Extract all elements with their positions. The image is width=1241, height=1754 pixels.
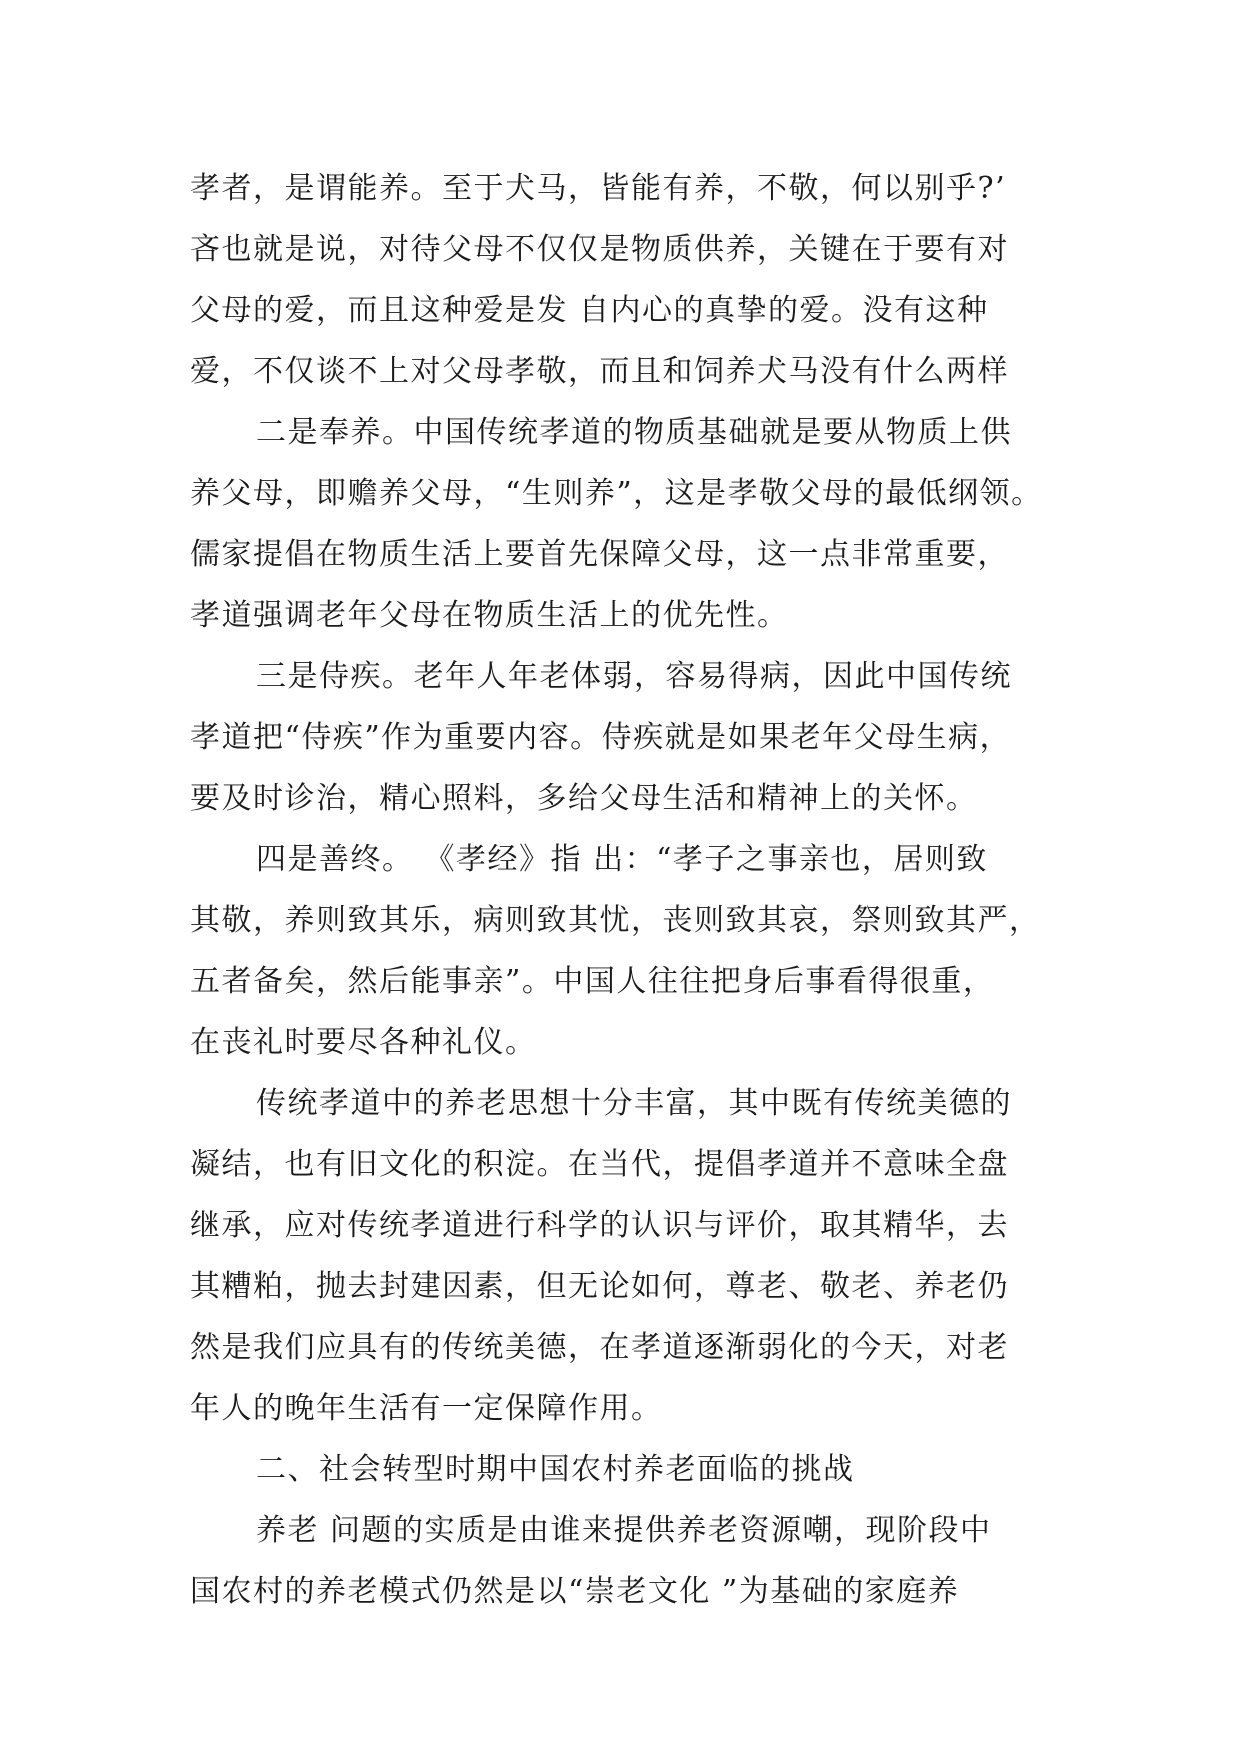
text-line: 凝结，也有旧文化的积淀。在当代，提倡孝道并不意味全盘 — [190, 1147, 1009, 1182]
text-line: 国农村的养老模式仍然是以“崇老文化 ”为基础的家庭养 — [190, 1574, 960, 1609]
text-line: 爱，不仅谈不上对父母孝敬，而且和饲养犬马没有什么两样 — [190, 354, 1009, 389]
text-line: 其糟粕，抛去封建因素，但无论如何，尊老、敬老、养老仍 — [190, 1269, 1009, 1304]
text-line: 要及时诊治，精心照料，多给父母生活和精神上的关怀。 — [190, 781, 978, 816]
text-line: 三是侍疾。老年人年老体弱，容易得病，因此中国传统 — [256, 659, 1012, 694]
text-line: 养父母，即赡养父母，“生则养”，这是孝敬父母的最低纲领。 — [190, 476, 1043, 511]
text-line: 传统孝道中的养老思想十分丰富，其中既有传统美德的 — [256, 1086, 1012, 1121]
body-text — [190, 158, 1070, 1622]
text-line: 二是奉养。中国传统孝道的物质基础就是要从物质上供 — [256, 415, 1012, 450]
text-line: 养老 问题的实质是由谁来提供养老资源嘲，现阶段中 — [256, 1513, 992, 1548]
text-line: 五者备矣，然后能事亲”。中国人往往把身后事看得很重， — [190, 964, 995, 999]
text-line: 孝道强调老年父母在物质生活上的优先性。 — [190, 598, 789, 633]
text-line: 吝也就是说，对待父母不仅仅是物质供养，关键在于要有对 — [190, 232, 1009, 267]
text-line: 四是善终。 《孝经》指 出：“孝子之事亲也，居则致 — [256, 842, 988, 877]
text-line: 在丧礼时要尽各种礼仪。 — [190, 1025, 537, 1060]
text-line: 二、社会转型时期中国农村养老面临的挑战 — [256, 1452, 855, 1487]
text-line: 其敬，养则致其乐，病则致其忧，丧则致其哀，祭则致其严， — [190, 903, 1041, 938]
text-line: 儒家提倡在物质生活上要首先保障父母，这一点非常重要， — [190, 537, 1009, 572]
text-line: 父母的爱，而且这种爱是发 自内心的真挚的爱。没有这种 — [190, 293, 989, 328]
text-line: 然是我们应具有的传统美德，在孝道逐渐弱化的今天，对老 — [190, 1330, 1009, 1365]
text-line: 继承，应对传统孝道进行科学的认识与评价，取其精华，去 — [190, 1208, 1009, 1243]
text-line: 孝者，是谓能养。至于犬马，皆能有养，不敬，何以别乎?’ — [190, 171, 1007, 206]
text-line: 年人的晚年生活有一定保障作用。 — [190, 1391, 663, 1426]
text-line: 孝道把“侍疾”作为重要内容。侍疾就是如果老年父母生病， — [190, 720, 1012, 755]
